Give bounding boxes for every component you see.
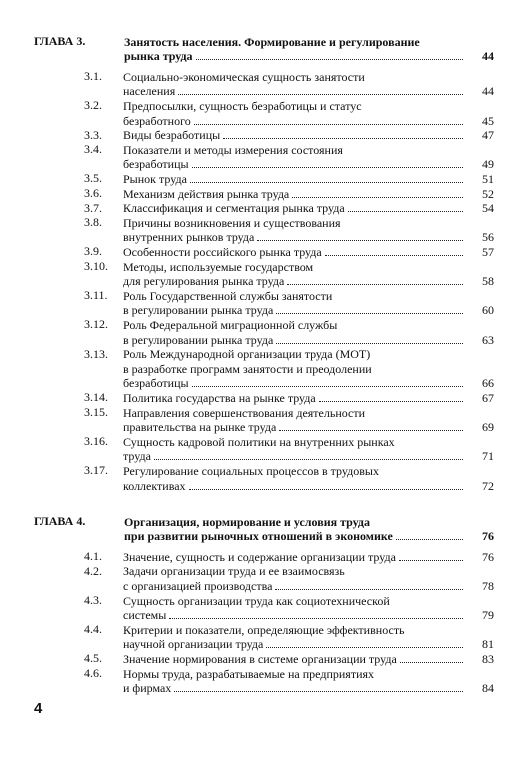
section-number: 4.5. <box>84 651 102 666</box>
dot-leader <box>275 588 463 590</box>
toc-line <box>123 390 494 405</box>
dot-leader <box>174 690 463 692</box>
chapter-title-text: Организация, нормирование и условия труда <box>124 514 370 529</box>
toc-line-text: населения <box>123 84 176 99</box>
section-title <box>123 593 494 622</box>
toc-entry[interactable] <box>84 244 494 259</box>
toc-line <box>123 593 494 608</box>
toc-line <box>123 420 494 435</box>
toc-line <box>123 288 494 303</box>
page-ref: 81 <box>482 637 494 652</box>
chapter-title <box>124 514 494 543</box>
toc-line-text: Направления совершенствования деятельности <box>123 405 366 420</box>
dot-leader <box>169 617 463 619</box>
toc-line-text: Регулирование социальных процессов в трудовых <box>123 463 379 478</box>
toc-line <box>123 622 494 637</box>
chapter-label: ГЛАВА 3. <box>34 34 86 48</box>
toc-line-text: безработицы <box>123 157 189 172</box>
toc-line-text: Значение нормирования в системе организации труда <box>123 651 397 666</box>
chapter-title-text: рынка труда <box>124 49 193 64</box>
section-number: 4.6. <box>84 666 102 680</box>
toc-line-text: в регулировании рынка труда <box>123 303 274 318</box>
toc-entry[interactable] <box>84 128 494 143</box>
toc-line-text: безработицы <box>123 376 189 391</box>
chapter-title-text: при развитии рыночных отношений в экономике <box>124 529 393 544</box>
toc-entry[interactable] <box>84 593 494 622</box>
section-title <box>123 288 494 317</box>
toc-entry[interactable] <box>84 288 494 317</box>
page-ref: 66 <box>482 376 494 391</box>
dot-leader <box>276 342 463 344</box>
section-number: 3.15. <box>84 405 108 419</box>
page-ref: 76 <box>482 549 494 564</box>
page-ref: 84 <box>482 681 494 696</box>
toc-line <box>123 681 494 696</box>
dot-leader <box>266 646 463 648</box>
dot-leader <box>292 196 463 198</box>
toc-line-text: Предпосылки, сущность безработицы и статус <box>123 98 362 113</box>
toc-line-text: Политика государства на рынке труда <box>123 390 316 405</box>
section-title <box>123 390 494 405</box>
dot-leader <box>192 385 463 387</box>
toc-entry[interactable] <box>84 317 494 346</box>
page-ref: 79 <box>482 608 494 623</box>
chapter-title-text: Занятость населения. Формирование и регулирование <box>124 34 420 49</box>
page-ref: 49 <box>482 157 494 172</box>
toc-line <box>123 113 494 128</box>
page-ref: 52 <box>482 186 494 201</box>
page-ref: 44 <box>482 84 494 99</box>
toc-line <box>123 637 494 652</box>
section-title <box>123 434 494 463</box>
section-title <box>123 259 494 288</box>
page-ref: 69 <box>482 420 494 435</box>
section-title <box>123 171 494 186</box>
dot-leader <box>223 137 463 139</box>
toc-line-text: Показатели и методы измерения состояния <box>123 142 343 157</box>
toc-line-text: Социально-экономическая сущность занятости <box>123 69 365 84</box>
dot-leader <box>348 210 463 212</box>
page-ref: 60 <box>482 303 494 318</box>
section-title <box>123 98 494 127</box>
section-title <box>123 201 494 216</box>
toc-line-text: Критерии и показатели, определяющие эффективность <box>123 622 405 637</box>
toc-line <box>123 376 494 391</box>
page-ref: 78 <box>482 578 494 593</box>
dot-leader <box>319 400 463 402</box>
dot-leader <box>287 283 463 285</box>
chapter-title-line <box>124 34 494 49</box>
toc-line <box>123 230 494 245</box>
page-ref: 54 <box>482 201 494 216</box>
page-ref: 45 <box>482 113 494 128</box>
toc-line-text: Виды безработицы <box>123 128 221 143</box>
toc-line <box>123 332 494 347</box>
section-number: 4.3. <box>84 593 102 607</box>
section-title <box>123 69 494 98</box>
section-title <box>123 244 494 259</box>
page-ref: 57 <box>482 244 494 259</box>
section-title <box>123 564 494 593</box>
toc-entry[interactable] <box>84 215 494 244</box>
toc-entry[interactable] <box>84 651 494 666</box>
toc-line <box>123 157 494 172</box>
dot-leader <box>189 488 463 490</box>
toc-line <box>123 201 494 216</box>
toc-entry[interactable] <box>84 463 494 492</box>
toc-line <box>123 142 494 157</box>
toc-entry[interactable] <box>84 666 494 695</box>
section-number: 3.17. <box>84 463 108 478</box>
toc-line <box>123 347 494 362</box>
toc-line <box>123 549 494 564</box>
page-ref: 47 <box>482 128 494 143</box>
toc-line <box>123 463 494 478</box>
section-number: 3.16. <box>84 434 108 449</box>
toc-entry[interactable] <box>84 98 494 127</box>
section-title <box>123 622 494 651</box>
toc-line <box>123 69 494 84</box>
chapter-label: ГЛАВА 4. <box>34 514 86 528</box>
toc-line-text: Особенности российского рынка труда <box>123 244 322 259</box>
section-title <box>123 549 494 564</box>
page-ref: 71 <box>482 449 494 464</box>
toc-line-text: системы <box>123 608 167 623</box>
toc-line-text: Роль Государственной службы занятости <box>123 288 333 303</box>
toc-line-text: Причины возникновения и существования <box>123 215 341 230</box>
page-ref: 83 <box>482 651 494 666</box>
chapter-title-line <box>124 529 494 544</box>
toc-line <box>123 434 494 449</box>
section-number: 4.2. <box>84 563 102 578</box>
page-ref: 63 <box>482 332 494 347</box>
toc-line-text: внутренних рынков труда <box>123 230 255 245</box>
toc-line <box>123 259 494 274</box>
chapter-title-line <box>124 514 494 529</box>
section-title <box>123 651 494 666</box>
toc-line <box>123 317 494 332</box>
page-number: 4 <box>34 700 43 717</box>
dot-leader <box>196 58 463 60</box>
section-title <box>123 463 494 492</box>
section-number: 3.5. <box>84 171 102 186</box>
dot-leader <box>396 538 463 540</box>
dot-leader <box>192 166 463 168</box>
toc-line-text: Задачи организации труда и ее взаимосвязь <box>123 564 345 579</box>
section-number: 3.9. <box>84 244 102 259</box>
section-number: 3.12. <box>84 317 108 332</box>
toc-entry[interactable] <box>84 186 494 201</box>
toc-line <box>123 361 494 376</box>
section-number: 3.13. <box>84 346 108 361</box>
toc-line-text: для регулирования рынка труда <box>123 274 285 289</box>
toc-entry[interactable] <box>84 171 494 186</box>
toc-line-text: безработного <box>123 113 191 128</box>
dot-leader <box>257 239 463 241</box>
toc-line <box>123 215 494 230</box>
toc-entry[interactable] <box>84 405 494 434</box>
page-ref: 56 <box>482 230 494 245</box>
page-ref: 72 <box>482 478 494 493</box>
toc-line-text: Нормы труда, разрабатываемые на предприятиях <box>123 666 375 681</box>
toc-line-text: Сущность кадровой политики на внутренних рынках <box>123 434 395 449</box>
toc-line-text: труда <box>123 449 151 464</box>
toc-entry[interactable] <box>84 434 494 463</box>
toc-line <box>123 128 494 143</box>
dot-leader <box>325 254 463 256</box>
toc-line <box>123 274 494 289</box>
section-number: 3.8. <box>84 215 102 230</box>
page-ref: 67 <box>482 390 494 405</box>
toc-line <box>123 608 494 623</box>
section-number: 3.14. <box>84 390 108 405</box>
toc-line-text: и фирмах <box>123 681 172 696</box>
toc-entry[interactable] <box>84 622 494 651</box>
dot-leader <box>194 123 463 125</box>
toc-entry[interactable] <box>84 549 494 564</box>
toc-line <box>123 303 494 318</box>
section-number: 3.1. <box>84 69 102 84</box>
toc-line-text: Роль Международной организации труда (МОТ) <box>123 347 371 362</box>
toc-entry[interactable] <box>84 259 494 288</box>
toc-line <box>123 666 494 681</box>
section-number: 3.2. <box>84 98 102 113</box>
section-title <box>123 142 494 171</box>
section-title <box>123 405 494 434</box>
page-ref: 51 <box>482 171 494 186</box>
toc-line-text: Классификация и сегментация рынка труда <box>123 201 345 216</box>
chapter-title <box>124 34 494 63</box>
toc-line-text: в разработке программ занятости и преодолении <box>123 361 372 376</box>
toc-line-text: коллективах <box>123 478 186 493</box>
section-title <box>123 186 494 201</box>
toc-line-text: в регулировании рынка труда <box>123 332 274 347</box>
page-ref: 58 <box>482 274 494 289</box>
toc-line-text: Роль Федеральной миграционной службы <box>123 317 338 332</box>
dot-leader <box>279 429 463 431</box>
toc-line-text: правительства на рынке труда <box>123 420 277 435</box>
toc-line <box>123 244 494 259</box>
toc-entry[interactable] <box>84 564 494 593</box>
section-title <box>123 347 494 391</box>
toc-line-text: Методы, используемые государством <box>123 259 314 274</box>
section-number: 3.3. <box>84 127 102 142</box>
dot-leader <box>178 93 463 95</box>
section-number: 3.10. <box>84 259 108 273</box>
section-number: 3.4. <box>84 142 102 157</box>
toc-line <box>123 186 494 201</box>
section-number: 3.11. <box>84 288 108 303</box>
toc-line <box>123 98 494 113</box>
toc-line <box>123 405 494 420</box>
page-ref: 76 <box>482 529 494 544</box>
section-number: 3.7. <box>84 200 102 215</box>
toc-entry[interactable] <box>84 390 494 405</box>
toc-line <box>123 171 494 186</box>
toc-line-text: Механизм действия рынка труда <box>123 186 290 201</box>
toc-entry[interactable] <box>84 142 494 171</box>
dot-leader <box>399 559 463 561</box>
toc-entry[interactable] <box>84 201 494 216</box>
section-title <box>123 215 494 244</box>
section-number: 4.4. <box>84 622 102 637</box>
section-number: 4.1. <box>84 549 102 564</box>
dot-leader <box>400 661 463 663</box>
toc-line <box>123 578 494 593</box>
dot-leader <box>154 458 463 460</box>
section-title <box>123 128 494 143</box>
toc-line <box>123 651 494 666</box>
toc-line-text: Сущность организации труда как социотехнической <box>123 593 390 608</box>
toc-line-text: Рынок труда <box>123 171 187 186</box>
section-title <box>123 317 494 346</box>
toc-entry[interactable] <box>84 347 494 391</box>
section-title <box>123 666 494 695</box>
toc-line-text: научной организации труда <box>123 637 264 652</box>
toc-entry[interactable] <box>84 69 494 98</box>
toc-line <box>123 449 494 464</box>
toc-line <box>123 564 494 579</box>
toc-line <box>123 84 494 99</box>
dot-leader <box>276 312 463 314</box>
chapter-title-line <box>124 49 494 64</box>
dot-leader <box>190 181 463 183</box>
toc-line-text: с организацией производства <box>123 578 273 593</box>
section-number: 3.6. <box>84 186 102 200</box>
page-ref: 44 <box>482 49 494 64</box>
toc-line <box>123 478 494 493</box>
toc-line-text: Значение, сущность и содержание организации труда <box>123 549 396 564</box>
